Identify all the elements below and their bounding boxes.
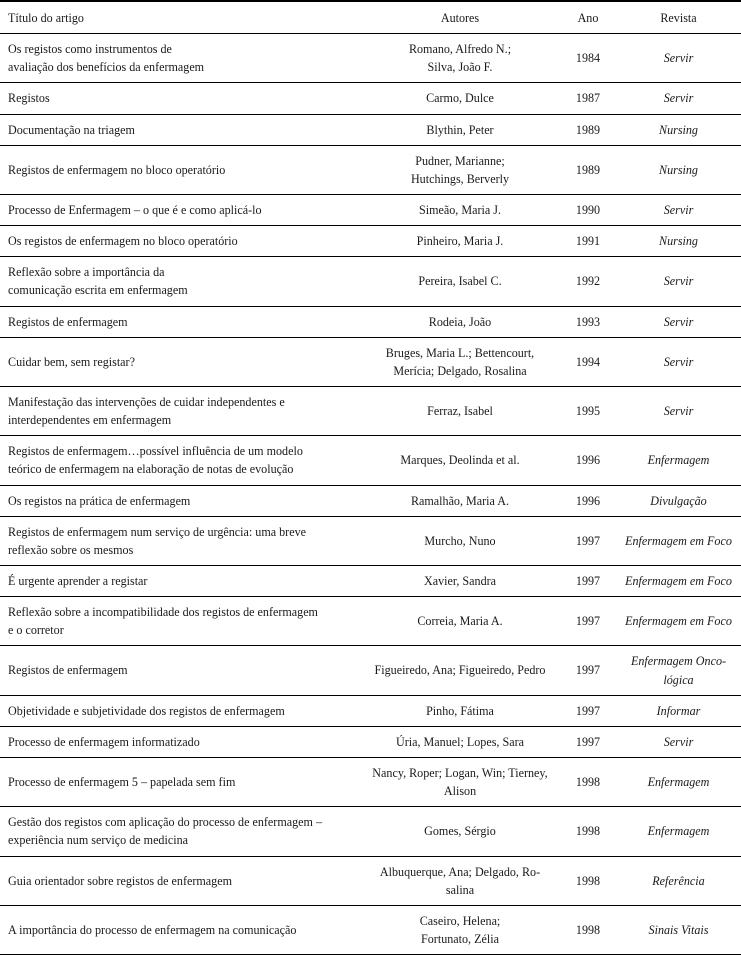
cell-article-title: [0, 565, 360, 596]
table-body: [0, 34, 741, 955]
cell-article-title: [0, 516, 360, 565]
cell-article-title: [0, 337, 360, 386]
cell-article-title-line: Documentação na triagem: [8, 122, 135, 137]
cell-journal: [616, 757, 741, 806]
cell-authors-line: Ferraz, Isabel: [427, 404, 493, 419]
cell-journal: [616, 226, 741, 257]
cell-authors: [360, 565, 560, 596]
cell-authors-line: salina: [445, 882, 475, 897]
table-row: [0, 516, 741, 565]
cell-year: 1993: [560, 306, 616, 337]
cell-article-title-line: reflexão sobre os mesmos: [8, 542, 134, 557]
table-row: [0, 807, 741, 856]
cell-authors: [360, 695, 560, 726]
cell-year: 1990: [560, 194, 616, 225]
cell-year: 1989: [560, 145, 616, 194]
cell-journal: [616, 905, 741, 954]
cell-article-title: [0, 145, 360, 194]
cell-journal-line: Enfermagem: [647, 453, 710, 468]
cell-journal: [616, 34, 741, 83]
cell-authors: [360, 194, 560, 225]
cell-article-title-line: teórico de enfermagem na elaboração de notas de evolução: [8, 462, 294, 477]
cell-journal: [616, 386, 741, 435]
cell-journal: [616, 646, 741, 695]
table-row: [0, 226, 741, 257]
cell-article-title: [0, 695, 360, 726]
cell-authors-line: Nancy, Roper; Logan, Win; Tierney,: [372, 765, 548, 780]
cell-authors: [360, 436, 560, 485]
cell-authors: [360, 646, 560, 695]
cell-year: 1991: [560, 226, 616, 257]
cell-article-title-line: Cuidar bem, sem registar?: [8, 354, 135, 369]
cell-article-title-line: Registos de enfermagem: [8, 663, 128, 678]
column-header-authors: Autores: [360, 1, 560, 34]
cell-authors: [360, 726, 560, 757]
cell-authors: [360, 905, 560, 954]
table-row: [0, 646, 741, 695]
cell-journal: [616, 807, 741, 856]
cell-article-title-line: comunicação escrita em enfermagem: [8, 283, 188, 298]
cell-journal-line: Servir: [663, 404, 694, 419]
cell-year: 1997: [560, 565, 616, 596]
cell-article-title: [0, 306, 360, 337]
cell-journal-line: Servir: [663, 354, 694, 369]
cell-authors-line: Pinho, Fátima: [426, 703, 494, 718]
cell-authors-line: Rodeia, João: [428, 314, 492, 329]
cell-journal-line: Referência: [652, 873, 705, 888]
table-row: [0, 485, 741, 516]
cell-authors-line: Carmo, Dulce: [426, 91, 494, 106]
cell-authors-line: Hutchings, Berverly: [410, 171, 510, 186]
cell-journal-line: Enfermagem em Foco: [625, 614, 732, 629]
cell-journal: [616, 856, 741, 905]
cell-journal: [616, 83, 741, 114]
cell-article-title: [0, 757, 360, 806]
cell-journal: [616, 516, 741, 565]
table-row: [0, 257, 741, 306]
cell-authors: [360, 337, 560, 386]
cell-journal: [616, 436, 741, 485]
cell-authors-line: Merícia; Delgado, Rosalina: [393, 363, 527, 378]
cell-journal-line: Enfermagem em Foco: [625, 533, 732, 548]
cell-journal-line: Servir: [663, 314, 694, 329]
cell-authors-line: Úria, Manuel; Lopes, Sara: [396, 734, 524, 749]
cell-authors-line: Bruges, Maria L.; Bettencourt,: [385, 345, 535, 360]
cell-authors-line: Murcho, Nuno: [424, 533, 496, 548]
table-row: [0, 194, 741, 225]
cell-journal-line: Enfermagem: [647, 824, 710, 839]
table-row: [0, 726, 741, 757]
cell-article-title: [0, 807, 360, 856]
cell-journal: [616, 337, 741, 386]
cell-article-title: [0, 597, 360, 646]
cell-year: 1997: [560, 646, 616, 695]
cell-article-title: [0, 257, 360, 306]
cell-authors-line: Fortunato, Zélia: [421, 931, 499, 946]
column-header-title: Título do artigo: [0, 1, 360, 34]
cell-authors: [360, 386, 560, 435]
cell-article-title: [0, 856, 360, 905]
cell-authors: [360, 226, 560, 257]
cell-authors: [360, 114, 560, 145]
table-header-row: [0, 1, 741, 34]
cell-authors-line: Gomes, Sérgio: [424, 824, 496, 839]
cell-year: 1998: [560, 757, 616, 806]
cell-article-title-line: Registos de enfermagem num serviço de urgência: uma breve: [8, 524, 306, 539]
table-row: [0, 83, 741, 114]
table-row: [0, 145, 741, 194]
cell-authors-line: Marques, Deolinda et al.: [400, 453, 520, 468]
cell-journal-line: Servir: [663, 202, 694, 217]
cell-article-title: [0, 436, 360, 485]
cell-year: 1987: [560, 83, 616, 114]
cell-authors-line: Albuquerque, Ana; Delgado, Ro-: [379, 864, 541, 879]
cell-journal-line: Sinais Vitais: [648, 922, 709, 937]
cell-article-title-line: É urgente aprender a registar: [8, 573, 148, 588]
cell-journal-line: Enfermagem Onco-: [630, 654, 727, 669]
cell-authors: [360, 34, 560, 83]
cell-authors-line: Blythin, Peter: [426, 122, 494, 137]
cell-authors-line: Pudner, Marianne;: [415, 153, 505, 168]
cell-article-title-line: e o corretor: [8, 623, 64, 638]
cell-authors-line: Romano, Alfredo N.;: [408, 42, 512, 57]
cell-article-title: [0, 485, 360, 516]
cell-article-title-line: Gestão dos registos com aplicação do processo de enfermagem –: [8, 815, 322, 830]
cell-authors-line: Ramalhão, Maria A.: [410, 493, 510, 508]
column-header-year: Ano: [560, 1, 616, 34]
cell-journal-line: Enfermagem em Foco: [625, 573, 732, 588]
cell-journal: [616, 306, 741, 337]
cell-year: 1984: [560, 34, 616, 83]
cell-authors-line: Simeão, Maria J.: [419, 202, 501, 217]
table-row: [0, 114, 741, 145]
table-row: [0, 306, 741, 337]
cell-article-title-line: avaliação dos benefícios da enfermagem: [8, 60, 205, 75]
cell-journal: [616, 257, 741, 306]
table-row: [0, 565, 741, 596]
table-row: [0, 34, 741, 83]
cell-article-title: [0, 114, 360, 145]
cell-article-title-line: Reflexão sobre a incompatibilidade dos registos de enfermagem: [8, 605, 318, 620]
cell-article-title-line: Reflexão sobre a importância da: [8, 265, 165, 280]
cell-journal-line: Divulgação: [650, 493, 707, 508]
cell-journal: [616, 695, 741, 726]
cell-year: 1997: [560, 695, 616, 726]
cell-article-title: [0, 83, 360, 114]
cell-article-title: [0, 386, 360, 435]
cell-authors-line: Figueiredo, Ana; Figueiredo, Pedro: [374, 663, 546, 678]
cell-year: 1994: [560, 337, 616, 386]
cell-journal-line: Nursing: [659, 122, 698, 137]
cell-journal-line: Servir: [663, 91, 694, 106]
cell-authors: [360, 807, 560, 856]
table-row: [0, 386, 741, 435]
cell-year: 1997: [560, 726, 616, 757]
cell-article-title-line: Processo de enfermagem informatizado: [8, 734, 200, 749]
cell-journal: [616, 726, 741, 757]
cell-article-title: [0, 34, 360, 83]
cell-article-title-line: Registos de enfermagem…possível influência de um modelo: [8, 444, 303, 459]
cell-authors-line: Silva, João F.: [427, 60, 493, 75]
cell-article-title: [0, 194, 360, 225]
cell-article-title-line: Processo de Enfermagem – o que é e como aplicá-lo: [8, 202, 262, 217]
cell-journal: [616, 597, 741, 646]
cell-journal-line: Nursing: [659, 234, 698, 249]
cell-year: 1996: [560, 485, 616, 516]
cell-article-title: [0, 226, 360, 257]
cell-authors: [360, 757, 560, 806]
cell-journal-line: Servir: [663, 51, 694, 66]
table-row: [0, 436, 741, 485]
cell-article-title: [0, 646, 360, 695]
cell-journal: [616, 485, 741, 516]
cell-year: 1996: [560, 436, 616, 485]
cell-article-title-line: Processo de enfermagem 5 – papelada sem fim: [8, 775, 236, 789]
cell-journal-line: Servir: [663, 274, 694, 289]
table-row: [0, 597, 741, 646]
cell-authors: [360, 145, 560, 194]
cell-article-title: [0, 726, 360, 757]
cell-authors-line: Correia, Maria A.: [417, 614, 503, 629]
cell-journal-line: Servir: [663, 734, 694, 749]
cell-journal-line: Enfermagem: [647, 775, 710, 789]
cell-authors: [360, 516, 560, 565]
cell-authors-line: Xavier, Sandra: [423, 573, 497, 588]
cell-year: 1992: [560, 257, 616, 306]
cell-journal: [616, 194, 741, 225]
cell-authors-line: Alison: [443, 784, 477, 799]
cell-authors: [360, 856, 560, 905]
table-row: [0, 905, 741, 954]
cell-authors: [360, 306, 560, 337]
cell-article-title-line: Guia orientador sobre registos de enfermagem: [8, 873, 232, 888]
cell-article-title-line: Os registos de enfermagem no bloco operatório: [8, 234, 238, 249]
cell-article-title-line: Manifestação das intervenções de cuidar independentes e: [8, 394, 285, 409]
cell-authors: [360, 485, 560, 516]
cell-article-title-line: Registos: [8, 91, 50, 106]
cell-authors: [360, 83, 560, 114]
cell-year: 1998: [560, 856, 616, 905]
cell-article-title-line: interdependentes em enfermagem: [8, 413, 172, 428]
cell-authors-line: Pinheiro, Maria J.: [416, 234, 504, 249]
table-head: [0, 1, 741, 34]
cell-article-title-line: Objetividade e subjetividade dos registos de enfermagem: [8, 703, 285, 718]
cell-article-title-line: experiência num serviço de medicina: [8, 833, 188, 848]
cell-year: 1997: [560, 597, 616, 646]
cell-year: 1998: [560, 905, 616, 954]
cell-journal: [616, 565, 741, 596]
cell-authors: [360, 257, 560, 306]
cell-journal-line: Nursing: [659, 162, 698, 177]
cell-journal: [616, 145, 741, 194]
cell-article-title-line: Os registos na prática de enfermagem: [8, 493, 191, 508]
cell-authors: [360, 597, 560, 646]
table-row: [0, 695, 741, 726]
column-header-journal: Revista: [616, 1, 741, 34]
cell-journal: [616, 114, 741, 145]
cell-article-title-line: Registos de enfermagem no bloco operatório: [8, 162, 226, 177]
table-row: [0, 337, 741, 386]
table-row: [0, 757, 741, 806]
cell-article-title-line: A importância do processo de enfermagem na comunicação: [8, 922, 297, 937]
table-row: [0, 856, 741, 905]
cell-authors-line: Pereira, Isabel C.: [418, 274, 502, 289]
cell-year: 1998: [560, 807, 616, 856]
cell-article-title-line: Os registos como instrumentos de: [8, 42, 172, 57]
cell-journal-line: Informar: [656, 703, 701, 718]
cell-authors-line: Caseiro, Helena;: [419, 913, 501, 928]
cell-year: 1997: [560, 516, 616, 565]
cell-article-title-line: Registos de enfermagem: [8, 314, 128, 329]
cell-article-title: [0, 905, 360, 954]
cell-year: 1989: [560, 114, 616, 145]
cell-journal-line: lógica: [663, 672, 694, 687]
cell-year: 1995: [560, 386, 616, 435]
